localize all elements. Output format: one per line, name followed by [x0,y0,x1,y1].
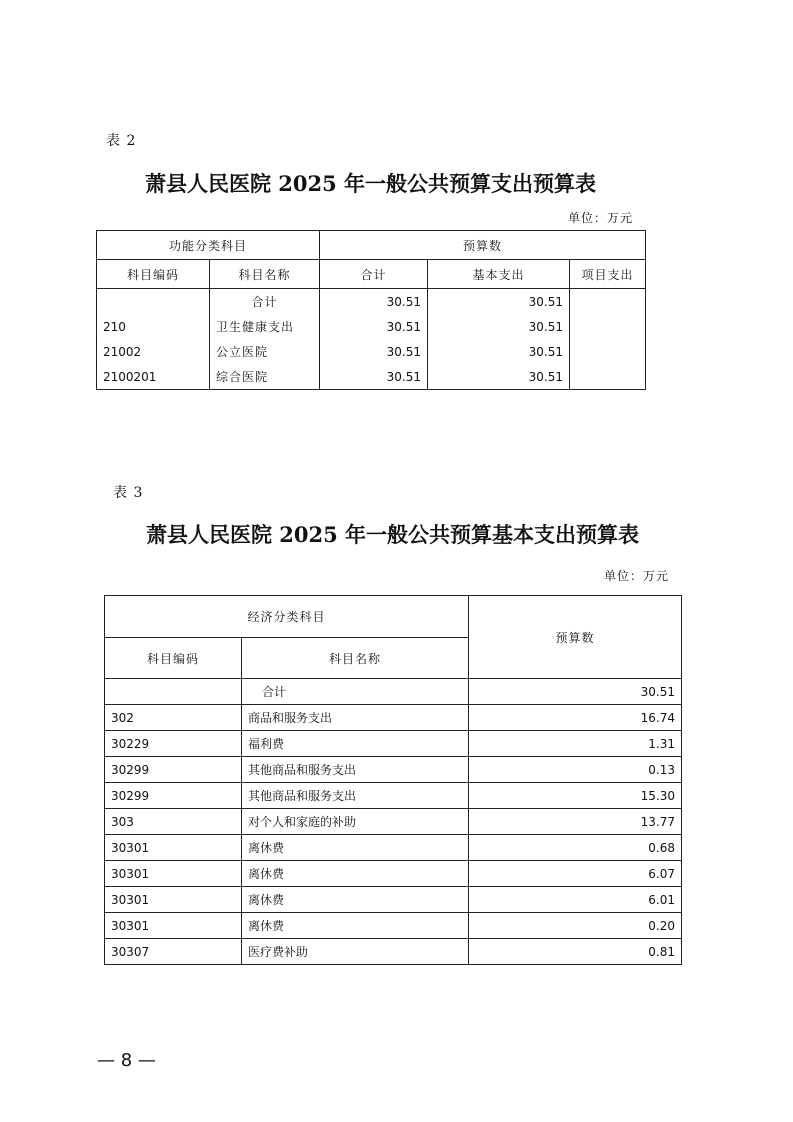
row-name: 离休费 [242,835,469,861]
table2-title: 萧县人民医院 2025 年一般公共预算支出预算表 [144,171,597,196]
page-number: — 8 — [97,1050,156,1071]
row-amount: 16.74 [469,705,682,731]
table-row [105,731,682,757]
row-name: 离休费 [242,861,469,887]
row-amount: 0.68 [469,835,682,861]
row-code [97,289,210,315]
table3-col-amount: 预算数 [469,596,682,679]
row-code: 2100201 [97,364,210,390]
row-amount: 0.13 [469,757,682,783]
table-row [105,783,682,809]
row-total: 30.51 [320,289,428,315]
table3-header-economic-class: 经济分类科目 [105,596,469,638]
table3 [104,595,682,965]
table2-header-budget: 预算数 [320,231,646,260]
row-code: 30301 [105,887,242,913]
table3-col-name: 科目名称 [242,638,469,679]
row-total: 30.51 [320,314,428,339]
row-basic: 30.51 [428,339,570,364]
table2-header-group-row [97,231,646,260]
row-total: 30.51 [320,364,428,390]
row-amount: 6.07 [469,861,682,887]
row-code: 30301 [105,861,242,887]
table2-col-name: 科目名称 [210,260,320,289]
table-row [105,835,682,861]
row-code: 30301 [105,913,242,939]
row-amount: 6.01 [469,887,682,913]
row-code: 30299 [105,783,242,809]
row-name: 合计 [242,679,469,705]
row-total: 30.51 [320,339,428,364]
row-name: 其他商品和服务支出 [242,757,469,783]
row-amount: 15.30 [469,783,682,809]
table-row [105,861,682,887]
table2 [96,230,646,390]
row-code: 302 [105,705,242,731]
row-code: 30229 [105,731,242,757]
table2-col-basic: 基本支出 [428,260,570,289]
table-row [97,289,646,315]
table2-label: 表 2 [106,133,137,149]
row-project [570,289,646,315]
row-name: 其他商品和服务支出 [242,783,469,809]
table2-col-code: 科目编码 [97,260,210,289]
row-code: 30301 [105,835,242,861]
row-amount: 13.77 [469,809,682,835]
row-name: 医疗费补助 [242,939,469,965]
row-amount: 30.51 [469,679,682,705]
row-name: 合计 [210,289,320,315]
table2-col-total: 合计 [320,260,428,289]
row-name: 综合医院 [210,364,320,390]
table-row [105,757,682,783]
table2-col-project: 项目支出 [570,260,646,289]
row-basic: 30.51 [428,289,570,315]
row-name: 卫生健康支出 [210,314,320,339]
table3-header-group-row [105,596,682,638]
row-name: 离休费 [242,913,469,939]
row-name: 公立医院 [210,339,320,364]
table2-unit: 单位：万元 [568,211,634,225]
table-row [97,314,646,339]
row-code: 303 [105,809,242,835]
table-row [105,913,682,939]
row-name: 商品和服务支出 [242,705,469,731]
table-row [105,887,682,913]
table-row [105,809,682,835]
table-row [97,339,646,364]
row-project [570,364,646,390]
row-code: 30299 [105,757,242,783]
row-code: 30307 [105,939,242,965]
row-project [570,339,646,364]
table3-unit: 单位：万元 [604,569,670,583]
row-basic: 30.51 [428,314,570,339]
table-row [105,679,682,705]
table2-header-function-class: 功能分类科目 [97,231,320,260]
table-row [105,939,682,965]
table3-label: 表 3 [113,485,144,501]
table3-title: 萧县人民医院 2025 年一般公共预算基本支出预算表 [145,522,640,547]
row-amount: 0.20 [469,913,682,939]
table3-col-code: 科目编码 [105,638,242,679]
row-project [570,314,646,339]
table2-header-row [97,260,646,289]
row-code: 210 [97,314,210,339]
row-name: 离休费 [242,887,469,913]
row-name: 福利费 [242,731,469,757]
table-row [97,364,646,390]
row-name: 对个人和家庭的补助 [242,809,469,835]
row-amount: 1.31 [469,731,682,757]
row-basic: 30.51 [428,364,570,390]
row-amount: 0.81 [469,939,682,965]
table-row [105,705,682,731]
row-code [105,679,242,705]
row-code: 21002 [97,339,210,364]
